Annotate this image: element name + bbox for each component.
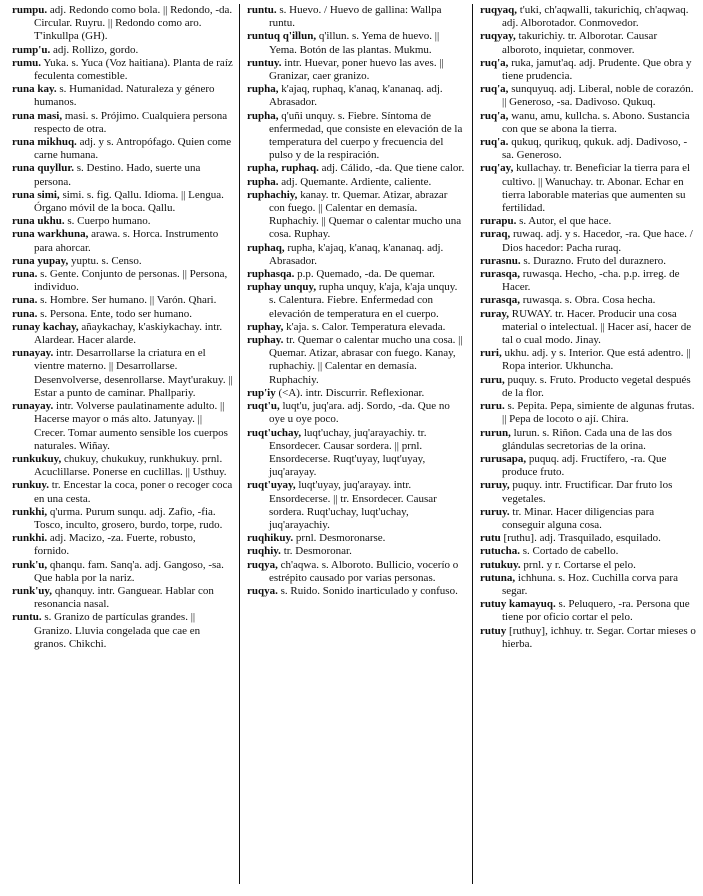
entry-definition: ichhuna. s. Hoz. Cuchilla corva para segar.	[502, 571, 678, 597]
entry-headword: ruqyaq,	[480, 4, 517, 16]
entry-headword: runa.	[12, 268, 38, 281]
entry-definition: s. Destino. Hado, suerte una persona.	[34, 162, 201, 188]
dictionary-entry	[480, 57, 698, 83]
entry-headword: ruqya.	[247, 584, 278, 597]
dictionary-entry	[480, 294, 698, 307]
dictionary-entry	[480, 453, 698, 479]
entry-definition: ruwasqa. Hecho, -cha. p.p. irreg. de Hacer.	[502, 268, 680, 294]
entry-definition: p.p. Quemado, -da. De quemar.	[294, 268, 435, 281]
dictionary-entry	[480, 374, 698, 400]
dictionary-entry	[480, 559, 698, 572]
entry-definition: s. Durazno. Fruto del duraznero.	[520, 254, 667, 267]
entry-headword: ruq'a.	[480, 136, 509, 149]
entry-definition: q'illun. s. Yema de huevo. || Yema. Botón de las plantas. Mukmu.	[269, 30, 440, 56]
entry-definition: rupha unquy, k'aja, k'aja unquy. s. Calentura. Fiebre. Enfermedad con elevación de temperatura en el cuerpo.	[269, 281, 458, 320]
entry-headword: rumu.	[12, 56, 42, 69]
dictionary-entry	[247, 427, 465, 480]
entry-headword: runtuq q'illun,	[247, 30, 317, 43]
entry-definition: s. Autor, el que hace.	[516, 215, 612, 228]
entry-definition: adj. Redondo como bola. || Redondo, -da. Circular. Ruyru. || Redondo como aro. T'inkullpa (GH).	[34, 4, 233, 43]
entry-definition: q'uñi unquy. s. Fiebre. Síntoma de enfermedad, que consiste en elevación de la temperatura del cuerpo y frecuencia del pulso y de la respiración.	[269, 109, 463, 162]
dictionary-entry	[247, 268, 465, 281]
entry-definition: puquy. s. Fruto. Producto vegetal después de la flor.	[502, 373, 691, 399]
entry-definition: luqt'uyay, juq'arayay. intr. Ensordecerse. || tr. Ensordecer. Causar sordera. Ruqt'uchay, luqt'uchay, juq'arayachiy.	[269, 479, 437, 531]
entry-headword: runtu.	[12, 611, 42, 624]
entry-definition: puquq. adj. Fructífero, -ra. Que produce fruto.	[502, 452, 667, 479]
dictionary-entry	[12, 453, 233, 479]
entry-headword: rup'iy	[247, 386, 276, 399]
entry-definition: q'urma. Purum sunqu. adj. Zafio, -fia. Tosco, inculto, grosero, burdo, torpe, rudo.	[34, 505, 223, 531]
entry-definition: t'uki, ch'aqwalli, takurichiq, ch'aqwaq. adj. Alborotador. Conmovedor.	[502, 4, 689, 30]
entry-headword: ruray,	[480, 307, 510, 320]
entry-headword: runayay.	[12, 400, 54, 413]
dictionary-entry	[12, 268, 233, 294]
dictionary-entry	[12, 136, 233, 162]
dictionary-entry	[12, 585, 233, 611]
entry-definition: sunquyuq. adj. Liberal, noble de corazón. || Generoso, -sa. Dadivoso. Qukuq.	[502, 83, 694, 109]
entry-headword: rutucha.	[480, 545, 521, 558]
dictionary-entry	[12, 4, 233, 44]
entry-definition: kullachay. tr. Beneficiar la tierra para el cultivo. || Wanuchay. tr. Abonar. Echar en tierra laborable materias que aumenten su fertilidad.	[502, 162, 691, 215]
entry-headword: runtu.	[247, 4, 277, 16]
dictionary-entry	[480, 308, 698, 348]
dictionary-entry	[480, 4, 698, 30]
dictionary-entry	[247, 242, 465, 268]
dictionary-entry	[247, 189, 465, 242]
entry-headword: ruphaq,	[247, 241, 285, 254]
dictionary-entry	[480, 30, 698, 56]
entry-definition: k'ajaq, ruphaq, k'anaq, k'ananaq. adj. Abrasador.	[269, 83, 443, 109]
entry-headword: rutuy	[480, 624, 507, 637]
dictionary-entry	[12, 189, 233, 215]
entry-headword: rurun,	[480, 426, 511, 439]
dictionary-entry	[480, 625, 698, 651]
entry-headword: rupha,	[247, 83, 279, 96]
entry-headword: runa kay.	[12, 83, 57, 96]
entry-definition: [ruthuy], ichhuy. tr. Segar. Cortar mieses o hierba.	[502, 624, 696, 650]
entry-headword: rurasnu.	[480, 254, 521, 267]
entry-definition: prnl. Desmoronarse.	[293, 532, 386, 545]
dictionary-entry	[247, 585, 465, 598]
entry-definition: chukuy, chukukuy, runkhukuy. prnl. Acuclillarse. Ponerse en cuclillas. || Usthuy.	[34, 452, 227, 479]
entry-definition: ukhu. adj. y s. Interior. Que está adentro. || Ropa interior. Ukhuncha.	[501, 347, 691, 373]
entry-definition: lurun. s. Riñon. Cada una de las dos glándulas secretorias de la orina.	[502, 426, 672, 452]
entry-headword: ruq'a,	[480, 83, 509, 96]
entry-headword: rutukuy.	[480, 558, 521, 571]
entry-definition: qhanqu. fam. Sanq'a. adj. Gangoso, -sa. Que habla por la nariz.	[34, 558, 224, 584]
entry-headword: rump'u.	[12, 43, 51, 56]
entry-definition: s. Pepita. Pepa, simiente de algunas frutas. || Pepa de locoto o ají. Chira.	[502, 400, 695, 426]
dictionary-entry	[12, 255, 233, 268]
entry-definition: adj. Quemante. Ardiente, caliente.	[278, 175, 432, 188]
entry-headword: ruq'a,	[480, 109, 509, 122]
entry-headword: runk'uy,	[12, 584, 53, 597]
entry-headword: ruphasqa.	[247, 268, 295, 281]
entry-definition: s. Hombre. Ser humano. || Varón. Qhari.	[37, 294, 217, 307]
dictionary-entry	[480, 228, 698, 254]
entry-headword: rupha, ruphaq.	[247, 162, 319, 175]
entry-headword: ruraq,	[480, 228, 511, 241]
entry-headword: ruqt'uchay,	[247, 426, 302, 439]
dictionary-entry	[480, 479, 698, 505]
entry-headword: runa masi,	[12, 109, 63, 122]
dictionary-entry	[12, 44, 233, 57]
dictionary-entry	[12, 215, 233, 228]
entry-definition: s. Granizo de partículas grandes. || Granizo. Lluvia congelada que cae en granos. Chikchi.	[34, 611, 201, 650]
entry-definition: ruwaq. adj. y s. Hacedor, -ra. Que hace. / Dios hacedor: Pacha ruraq.	[502, 228, 693, 254]
entry-headword: runa mikhuq.	[12, 136, 77, 149]
dictionary-entry	[12, 228, 233, 254]
entry-definition: ruka, jamut'aq. adj. Prudente. Que obra y tiene prudencia.	[502, 56, 692, 83]
entry-headword: rurusapa,	[480, 452, 527, 465]
entry-definition: ruwasqa. s. Obra. Cosa hecha.	[520, 294, 656, 307]
entry-definition: Yuka. s. Yuca (Voz haitiana). Planta de raíz feculenta comestible.	[34, 56, 233, 83]
entry-headword: runa.	[12, 307, 38, 320]
entry-definition: tr. Desmoronar.	[280, 545, 352, 558]
dictionary-entry	[247, 400, 465, 426]
entry-definition: kanay. tr. Quemar. Atizar, abrazar con fuego. || Calentar en demasía. Ruphachiy. || Quemar o calentar mucho una cosa. Ruphay.	[269, 188, 462, 241]
dictionary-entry	[12, 294, 233, 307]
entry-definition: s. Ruido. Sonido inarticulado y confuso.	[277, 584, 458, 597]
entry-definition: tr. Encestar la coca, poner o recoger coca en una cesta.	[34, 479, 233, 505]
entry-definition: intr. Huevar, poner huevo las aves. || Granizar, caer granizo.	[269, 56, 444, 83]
dictionary-entry	[247, 162, 465, 175]
entry-definition: intr. Desarrollarse la criatura en el vientre materno. || Desarrollarse. Desenvolverse, desenrollarse. Mayt'urakuy. || Estar a punto de caminar. Phallpariy.	[34, 347, 233, 399]
entry-headword: rupha.	[247, 175, 279, 188]
entry-headword: ruqt'u,	[247, 400, 280, 413]
entry-definition: añaykachay, k'askiykachay. intr. Alardear. Hacer alarde.	[34, 320, 223, 347]
entry-headword: runkhi.	[12, 532, 48, 545]
entry-headword: ruqyay,	[480, 30, 516, 43]
entry-definition: luqt'uchay, juq'arayachiy. tr. Ensordecer. Causar sordera. || prnl. Ensordecerse. Ruqt'uyay, luqt'uyay, juq'arayay.	[269, 426, 427, 479]
dictionary-entry	[247, 479, 465, 532]
entry-definition: wanu, amu, kullcha. s. Abono. Sustancia con que se abona la tierra.	[502, 109, 690, 135]
entry-headword: ruqt'uyay,	[247, 479, 296, 492]
dictionary-entry	[480, 400, 698, 426]
dictionary-entry	[12, 611, 233, 651]
dictionary-entry	[480, 215, 698, 228]
entry-headword: ruqhikuy.	[247, 532, 294, 545]
dictionary-entry	[247, 4, 465, 30]
entry-definition: rupha, k'ajaq, k'anaq, k'ananaq. adj. Abrasador.	[269, 241, 444, 267]
dictionary-entry	[247, 30, 465, 56]
entry-headword: runa simi,	[12, 188, 60, 201]
entry-headword: runay kachay,	[12, 320, 79, 333]
entry-definition: [ruthu]. adj. Trasquilado, esquilado.	[500, 532, 661, 545]
entry-headword: rutuy kamayuq.	[480, 598, 556, 611]
entry-definition: qhanquy. intr. Ganguear. Hablar con resonancia nasal.	[34, 584, 214, 611]
dictionary-entry	[480, 427, 698, 453]
dictionary-entry	[12, 532, 233, 558]
dictionary-entry	[480, 110, 698, 136]
entry-definition: s. Cortado de cabello.	[520, 545, 619, 558]
dictionary-entry	[480, 268, 698, 294]
entry-definition: yuptu. s. Censo.	[68, 254, 142, 267]
entry-definition: arawa. s. Horca. Instrumento para ahorcar.	[34, 228, 219, 254]
entry-definition: k'aja. s. Calor. Temperatura elevada.	[283, 320, 446, 333]
entry-definition: s. Persona. Ente, todo ser humano.	[37, 307, 192, 320]
entry-definition: tr. Minar. Hacer diligencias para conseguir alguna cosa.	[502, 505, 655, 531]
dictionary-entry	[12, 479, 233, 505]
dictionary-entry	[480, 545, 698, 558]
entry-headword: runkukuy,	[12, 452, 62, 465]
entry-headword: rurasqa,	[480, 268, 521, 281]
entry-definition: adj. Macizo, -za. Fuerte, robusto, fornido.	[34, 532, 196, 558]
entry-headword: ruphay,	[247, 320, 284, 333]
entry-headword: ruqya,	[247, 558, 278, 571]
dictionary-entry	[480, 83, 698, 109]
entry-headword: ruq'a,	[480, 56, 509, 69]
dictionary-entry	[247, 110, 465, 163]
entry-headword: ruphay unquy,	[247, 281, 317, 294]
dictionary-entry	[480, 136, 698, 162]
dictionary-entry	[12, 83, 233, 109]
entry-headword: runa ukhu.	[12, 215, 65, 228]
dictionary-entry	[247, 532, 465, 545]
dictionary-entry	[12, 400, 233, 453]
entry-definition: intr. Volverse paulatinamente adulto. || Hacerse mayor o más alto. Jatunyay. || Crecer. Tomar aumento sensible los cuerpos naturales. Wiñay.	[34, 400, 228, 452]
dictionary-entry	[247, 281, 465, 321]
entry-definition: s. Huevo. / Huevo de gallina: Wallpa runtu.	[269, 4, 442, 30]
entry-definition: s. Peluquero, -ra. Persona que tiene por oficio cortar el pelo.	[502, 598, 690, 624]
dictionary-entry	[480, 572, 698, 598]
dictionary-entry	[247, 57, 465, 83]
entry-definition: ch'aqwa. s. Alboroto. Bullicio, vocerío o estrépito causado por varias personas.	[269, 558, 459, 584]
entry-headword: runkuy.	[12, 479, 49, 492]
dictionary-entry	[12, 506, 233, 532]
column-3	[480, 4, 698, 651]
dictionary-entry	[12, 57, 233, 83]
entry-definition: (<A). intr. Discurrir. Reflexionar.	[275, 386, 425, 399]
dictionary-entry	[12, 162, 233, 188]
dictionary-entry	[12, 110, 233, 136]
dictionary-entry	[247, 545, 465, 558]
entry-definition: RUWAY. tr. Hacer. Producir una cosa material o intelectual. || Hacer así, hacer de tal o cual modo. Jinay.	[502, 307, 692, 347]
entry-definition: adj. y s. Antropófago. Quien come carne humana.	[34, 136, 232, 162]
entry-headword: runa.	[12, 294, 38, 307]
entry-headword: runa yupay,	[12, 254, 69, 267]
entry-definition: takurichiy. tr. Alborotar. Causar alboroto, inquietar, conmover.	[502, 30, 658, 56]
entry-definition: luqt'u, juq'ara. adj. Sordo, -da. Que no oye u oye poco.	[269, 400, 450, 426]
entry-headword: rumpu.	[12, 4, 48, 16]
entry-headword: ruru,	[480, 373, 505, 386]
entry-definition: s. Cuerpo humano.	[64, 215, 151, 228]
dictionary-entry	[247, 176, 465, 189]
entry-headword: runkhi,	[12, 505, 48, 518]
entry-headword: ruru.	[480, 400, 505, 413]
entry-definition: adj. Rollizo, gordo.	[50, 43, 139, 56]
entry-headword: rutu	[480, 532, 501, 545]
entry-headword: rurasqa,	[480, 294, 521, 307]
entry-headword: rurapu.	[480, 215, 517, 228]
entry-definition: prnl. y r. Cortarse el pelo.	[520, 558, 636, 571]
dictionary-entry	[247, 334, 465, 387]
entry-headword: rutuna,	[480, 571, 516, 584]
entry-definition: masi. s. Prójimo. Cualquiera persona respecto de otra.	[34, 109, 228, 135]
dictionary-entry	[12, 347, 233, 400]
column-1	[12, 4, 233, 651]
entry-definition: qukuq, qurikuq, qukuk. adj. Dadivoso, -sa. Generoso.	[502, 136, 688, 162]
dictionary-entry	[480, 532, 698, 545]
entry-headword: runa quyllur.	[12, 162, 74, 175]
dictionary-entry	[480, 255, 698, 268]
entry-definition: adj. Cálido, -da. Que tiene calor.	[318, 162, 465, 175]
entry-headword: ruri,	[480, 347, 502, 360]
dictionary-entry	[247, 83, 465, 109]
dictionary-entry	[247, 387, 465, 400]
entry-headword: runa warkhuna,	[12, 228, 89, 241]
entry-headword: ruphay.	[247, 334, 284, 347]
entry-definition: simi. s. fig. Qallu. Idioma. || Lengua. Órgano móvil de la boca. Qallu.	[34, 188, 224, 215]
entry-definition: puquy. intr. Fructificar. Dar fruto los vegetales.	[502, 479, 673, 505]
column-divider	[472, 4, 473, 884]
entry-definition: s. Gente. Conjunto de personas. || Persona, individuo.	[34, 268, 228, 294]
entry-headword: ruqhiy.	[247, 545, 281, 558]
dictionary-entry	[247, 559, 465, 585]
dictionary-entry	[480, 347, 698, 373]
dictionary-entry	[480, 598, 698, 624]
entry-headword: ruruy.	[480, 505, 510, 518]
entry-headword: runayay.	[12, 347, 54, 360]
entry-definition: s. Humanidad. Naturaleza y género humanos.	[34, 83, 215, 109]
entry-headword: ruphachiy,	[247, 188, 298, 201]
dictionary-entry	[12, 559, 233, 585]
dictionary-entry	[12, 321, 233, 347]
entry-headword: rupha,	[247, 109, 279, 122]
entry-headword: runk'u,	[12, 558, 48, 571]
dictionary-entry	[480, 506, 698, 532]
column-2	[247, 4, 465, 598]
entry-headword: ruruy,	[480, 479, 510, 492]
column-divider	[239, 4, 240, 884]
dictionary-entry	[247, 321, 465, 334]
dictionary-entry	[480, 162, 698, 215]
entry-definition: tr. Quemar o calentar mucho una cosa. || Quemar. Atizar, abrasar con fuego. Kanay, ruphachiy. || Calentar en demasía. Ruphachiy.	[269, 334, 463, 386]
entry-headword: ruq'ay,	[480, 162, 514, 175]
entry-headword: runtuy.	[247, 56, 282, 69]
dictionary-entry	[12, 308, 233, 321]
